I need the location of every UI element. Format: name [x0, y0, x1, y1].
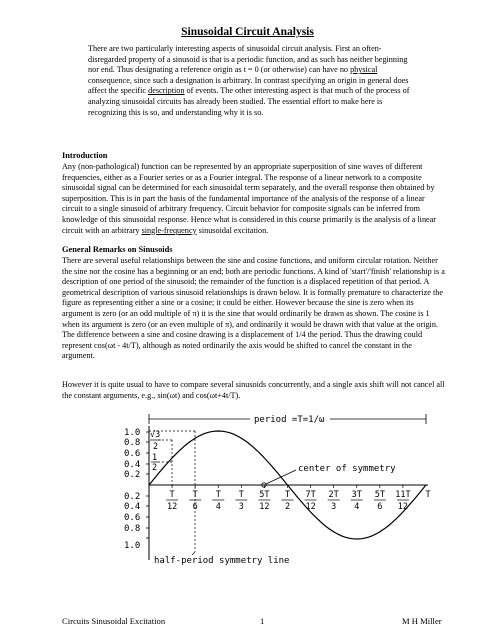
x-tick-denominator: 6 — [377, 502, 383, 512]
general-remarks-heading: General Remarks on Sinusoids — [62, 245, 173, 254]
x-tick-numerator: T — [238, 490, 244, 500]
x-tick-denominator: 12 — [166, 502, 178, 512]
footer-right: M H Miller — [402, 616, 442, 626]
y-label-0.8-positive: 0.8 — [124, 438, 141, 448]
x-tick-numerator: 11T — [395, 490, 411, 500]
x-tick-numerator: 5T — [374, 490, 385, 500]
x-tick-numerator: 2T — [328, 490, 339, 500]
x-tick-numerator: 7T — [305, 490, 316, 500]
x-tick-denominator: 4 — [215, 502, 221, 512]
half-period-symmetry-label: half-period symmetry line — [154, 556, 290, 566]
introduction-text-2: sinusoidal excitation. — [196, 225, 269, 235]
x-tick-end-label: T — [425, 490, 431, 500]
general-remarks-paragraph-1: There are several useful relationships between the sine and cosine functions, and uniform circular rotation. Neither the sine nor the cosine has a beginning or an end; both are periodic functions. A kind of 'start'/'finish' relationship is a description of one period of the sinusoid; the remainder of the function is a displaced repetition of that period. A geometrical description of various sinusoid relationships is drawn below. It is formally premature to characterize the figure as representing either a sine or a cosine; it could be either. However because the sine is zero when its argument is zero (or an odd multiple of π) it is the sine that would ordinarily be drawn as shown. The cosine is 1 when its argument is zero (or an even multiple of π), and ordinarily it would be drawn with that value at the origin. The difference between a sine and cosine drawing is a displacement of 1/4 the period. Thus the drawing could represent cos(ωt - 4t/T), although as noted ordinarily the axis would be shifted to cancel the constant in the argument. — [62, 256, 445, 361]
abstract-text-3: of events. The other interesting aspect is that much of the process of analyzing sinusoidal circuits has already been studied. The essential effort to make here is recognizing this is so, and understanding why it is so. — [88, 86, 410, 117]
x-tick-numerator: T — [192, 490, 198, 500]
abstract-underline-description: description — [148, 86, 185, 96]
y-label-0.8-negative: 0.8 — [124, 524, 141, 534]
x-tick-numerator: 3T — [351, 490, 362, 500]
sqrt3-denominator: 2 — [153, 442, 159, 452]
abstract-text-2: consequence, since such a designation is arbitrary. In contrast specifying an origin in general does affect the specific — [88, 75, 409, 96]
x-tick-denominator: 2 — [284, 502, 291, 512]
x-tick-denominator: 3 — [331, 502, 337, 512]
abstract-text-1: There are two particularly interesting aspects of sinusoidal circuit analysis. First an often-disregarded property of a sinusoid is that is a periodic function, and as such has neither beginning nor end. Thus designating a reference origin as t = 0 (or otherwise) can have no — [88, 44, 408, 75]
y-label-1.0-positive: 1.0 — [124, 428, 141, 438]
x-tick-denominator: 12 — [305, 502, 316, 512]
half-denominator: 2 — [152, 463, 158, 473]
general-remarks-paragraph-2: However it is quite usual to have to compare several sinusoids concurrently, and a single axis shift will not cancel all the constant arguments, e.g., sin(ωt) and cos(ωt+4t/T). — [62, 380, 445, 400]
half-period-leader — [192, 552, 195, 555]
y-label-1.0-negative: 1.0 — [124, 541, 141, 551]
center-of-symmetry-label: center of symmetry — [298, 464, 396, 474]
y-label-0.6-positive: 0.6 — [124, 449, 141, 459]
abstract-underline-physical: physical — [350, 65, 378, 75]
half-numerator: 1 — [152, 453, 158, 463]
y-label-0.4-negative: 0.4 — [124, 502, 141, 512]
y-label-0.6-negative: 0.6 — [124, 513, 141, 523]
page-title: Sinusoidal Circuit Analysis — [181, 26, 314, 38]
sqrt3-numerator: √3 — [150, 430, 161, 440]
period-label: period =T=1/ω — [254, 415, 325, 425]
x-tick-numerator: 5T — [259, 490, 270, 500]
y-label-0.4-positive: 0.4 — [124, 460, 141, 470]
introduction-heading: Introduction — [62, 151, 108, 160]
y-label-0.2-negative: 0.2 — [124, 492, 141, 502]
x-tick-numerator: T — [284, 490, 291, 500]
introduction-underline-single-frequency: single-frequency — [141, 225, 197, 235]
footer-left: Circuits Sinusoidal Excitation — [62, 616, 166, 626]
x-tick-denominator: 6 — [192, 502, 198, 512]
x-tick-numerator: T — [215, 490, 221, 500]
x-tick-denominator: 12 — [259, 502, 270, 512]
x-tick-numerator: T — [169, 490, 175, 500]
y-label-0.2-positive: 0.2 — [124, 470, 141, 480]
introduction-text-1: Any (non-pathological) function can be represented by an appropriate superposition of sine waves of different frequencies, either as a Fourier series or as a Fourier integral. The response of a linear network to a composite sinusoidal signal can be determined for each sinusoidal term separately, and the overall response then obtained by superposition. This is in part the basis of the fundamental importance of the analysis of the response of a linear circuit to a single sinusoid of arbitrary frequency. Circuit behavior for composite signals can be inferred from knowledge of this sinusoidal response. Hence what is considered in this course primarily is the analysis of a linear circuit with an arbitrary — [62, 162, 437, 235]
footer-page-number: 1 — [260, 616, 265, 626]
x-tick-denominator: 4 — [354, 502, 360, 512]
x-tick-denominator: 12 — [397, 502, 409, 512]
x-tick-denominator: 3 — [238, 502, 244, 512]
